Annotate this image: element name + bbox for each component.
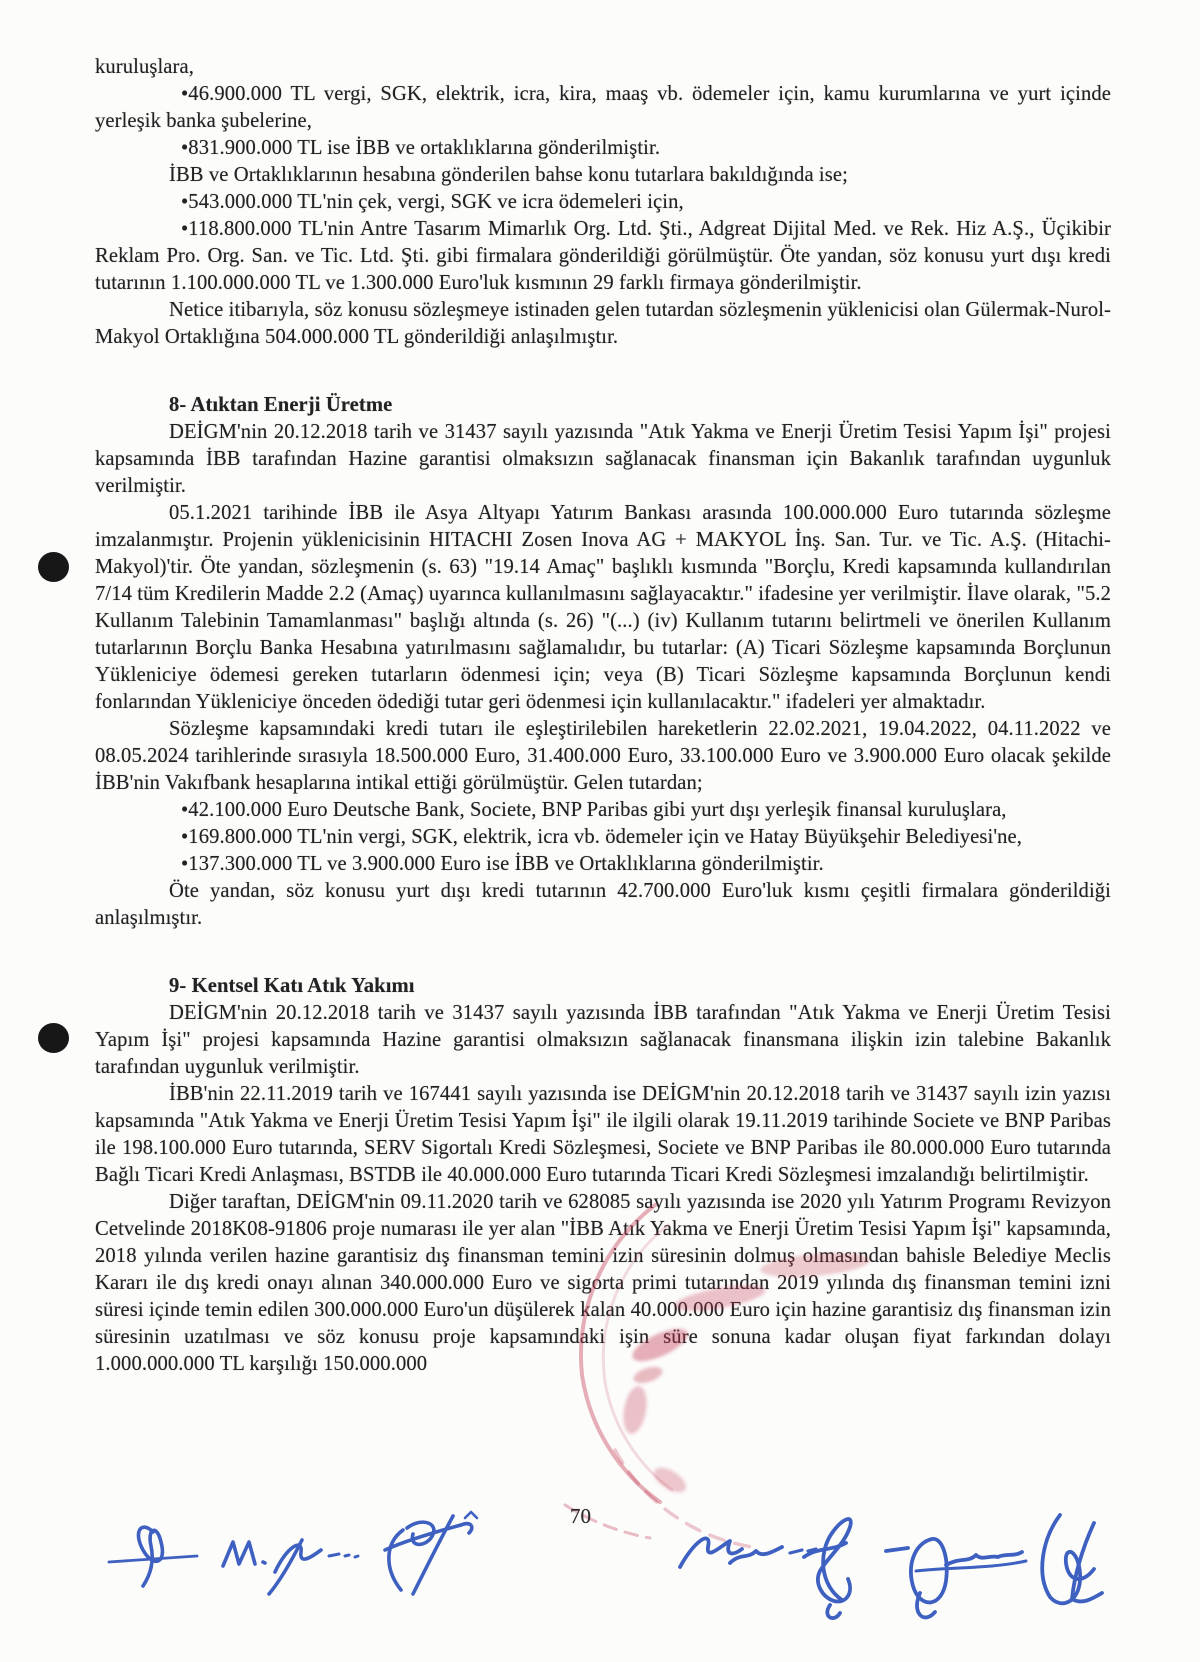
signature <box>680 1538 816 1567</box>
bullet-item: •831.900.000 TL ise İBB ve ortaklıklarına gönderilmiştir. <box>181 137 661 159</box>
signature <box>886 1539 1026 1618</box>
signature <box>804 1519 851 1618</box>
body-paragraph: Öte yandan, söz konusu yurt dışı kredi tutarının 42.700.000 Euro'luk kısmı çeşitli firmalara gönderildiği anlaşılmıştır. <box>95 880 1111 929</box>
bullet-item: •169.800.000 TL'nin vergi, SGK, elektrik, icra vb. ödemeler için ve Hatay Büyükşehir Belediyesi'ne, <box>181 826 1023 848</box>
body-paragraph: Sözleşme kapsamındaki kredi tutarı ile eşleştirilebilen hareketlerin 22.02.2021, 19.04.2022, 04.11.2022 ve 08.05.2024 tarihlerinde sırasıyla 18.500.000 Euro, 31.400.000 Euro, 33.100.000 Euro ve 3.900.000 Euro olacak şekilde İBB'nin Vakıfbank hesaplarına intikal ettiği görülmüştür. Gelen tutardan; <box>95 718 1111 794</box>
body-paragraph: Diğer taraftan, DEİGM'nin 09.11.2020 tarih ve 628085 sayılı yazısında ise 2020 yılı Yatırım Programı Revizyon Cetvelinde 2018K08-91806 proje numarası ile yer alan "İBB Atık Yakma ve Enerji Üretim Tesisi Yapım İşi" kapsamında, 2018 yılında verilen hazine garantisiz dış finansman temini izin süresinin dolmuş olmasından bahisle Belediye Meclis Kararı ile dış kredi onayı alınan 340.000.000 Euro ve sigorta primi tutarından 2019 yılında dış finansman temini izni süresi içinde temin edilen 300.000.000 Euro'un düşülerek kalan 40.000.000 Euro için hazine garantisiz dış finansman izin süresinin uzatılması ve söz konusu proje kapsamındaki işin süre sonuna kadar oluşan fiyat farkından dolayı 1.000.000.000 TL karşılığı 150.000.000 <box>95 1191 1111 1375</box>
body-paragraph: İBB ve Ortaklıklarının hesabına gönderilen bahse konu tutarlara bakıldığında ise; <box>169 164 848 186</box>
body-paragraph: DEİGM'nin 20.12.2018 tarih ve 31437 sayılı yazısında İBB tarafından "Atık Yakma ve Enerji Üretim Tesisi Yapım İşi" projesi kapsamında Hazine garantisi olmaksızın sağlanacak finansmana ilişkin izin talebine Bakanlık tarafından uygunluk verilmiştir. <box>95 1002 1111 1078</box>
section-heading-9: 9- Kentsel Katı Atık Yakımı <box>169 975 415 997</box>
bullet-item: •46.900.000 TL vergi, SGK, elektrik, icra, kira, maaş vb. ödemeler için, kamu kurumlarına ve yurt içinde yerleşik banka şubelerine, <box>95 83 1111 132</box>
continuation-line: kuruluşlara, <box>95 56 194 78</box>
bullet-item: •137.300.000 TL ve 3.900.000 Euro ise İBB ve Ortaklıklarına gönderilmiştir. <box>181 853 824 875</box>
body-paragraph: 05.1.2021 tarihinde İBB ile Asya Altyapı Yatırım Bankası arasında 100.000.000 Euro tutarında sözleşme imzalanmıştır. Projenin yüklenicisinin HITACHI Zosen Inova AG + MAKYOL İnş. San. Tur. ve Tic. A.Ş. (Hitachi-Makyol)'tir. Öte yandan, sözleşmenin (s. 63) "19.14 Amaç" başlıklı kısmında "Borçlu, Kredi kapsamında kullandırılan 7/14 tüm Kredilerin Madde 2.2 (Amaç) uyarınca kullanılmasını sağlayacaktır." ifadesine yer verilmiştir. İlave olarak, "5.2 Kullanım Talebinin Tamamlanması" başlığı altında (s. 26) "(...) (iv) Kullanım tutarını belirtmeli ve önerilen Kullanım tutarlarının Borçlu Banka Hesabına yatırılmasını sağlamalıdır, bu tutarlar: (A) Ticari Sözleşme kapsamında Borçlunun Yükleniciye ödemesi gereken tutarların ödenmesi için; veya (B) Ticari Sözleşme kapsamında Borçlunun kendi fonlarından Yükleniciye önceden ödediği tutar geri ödenmesi için kullanılacaktır." ifadeleri yer almaktadır. <box>95 502 1111 713</box>
signature <box>109 1527 197 1586</box>
section-heading-8: 8- Atıktan Enerji Üretme <box>169 394 393 416</box>
signature <box>385 1512 477 1594</box>
signature <box>1042 1515 1102 1603</box>
bullet-item: •118.800.000 TL'nin Antre Tasarım Mimarlık Org. Ltd. Şti., Adgreat Dijital Med. ve Rek. Hiz A.Ş., Üçikibir Reklam Pro. Org. San. ve Tic. Ltd. Şti. gibi firmalara gönderildiği görülmüştür. Öte yandan, söz konusu yurt dışı kredi tutarının 1.100.000.000 TL ve 1.300.000 Euro'luk kısmının 29 farklı firmaya gönderilmiştir. <box>95 218 1111 294</box>
body-paragraph: DEİGM'nin 20.12.2018 tarih ve 31437 sayılı yazısında "Atık Yakma ve Enerji Üretim Tesisi Yapım İşi" projesi kapsamında İBB tarafından Hazine garantisi olmaksızın sağlanacak finansman için Bakanlık tarafından uygunluk verilmiştir. <box>95 421 1111 497</box>
body-paragraph: Netice itibarıyla, söz konusu sözleşmeye istinaden gelen tutardan sözleşmenin yüklenicisi olan Gülermak-Nurol-Makyol Ortaklığına 504.000.000 TL gönderildiği anlaşılmıştır. <box>95 299 1111 348</box>
signature-group-left <box>105 1510 505 1605</box>
bullet-item: •42.100.000 Euro Deutsche Bank, Societe, BNP Paribas gibi yurt dışı yerleşik finansal kuruluşlara, <box>181 799 1007 821</box>
hole-punch-mark <box>38 552 69 582</box>
hole-punch-mark <box>38 1023 69 1053</box>
body-paragraph: İBB'nin 22.11.2019 tarih ve 167441 sayılı yazısında ise DEİGM'nin 20.12.2018 tarih ve 31437 sayılı izin yazısı kapsamında "Atık Yakma ve Enerji Üretim Tesisi Yapım İşi" ile ilgili olarak 19.11.2019 tarihinde Societe ve BNP Paribas ile 198.100.000 Euro tutarında, SERV Sigortalı Kredi Sözleşmesi, Societe ve BNP Paribas ile 80.000.000 Euro tutarında Bağlı Ticari Kredi Anlaşması, BSTDB ile 40.000.000 Euro tutarında Ticari Kredi Sözleşmesi imzalandığı belirtilmiştir. <box>95 1083 1111 1186</box>
bullet-item: •543.000.000 TL'nin çek, vergi, SGK ve icra ödemeleri için, <box>181 191 684 213</box>
page-number: 70 <box>570 1504 591 1528</box>
signature <box>223 1540 358 1594</box>
stamp-ink-smudges <box>620 1249 871 1497</box>
signature-group-right <box>670 1505 1120 1645</box>
